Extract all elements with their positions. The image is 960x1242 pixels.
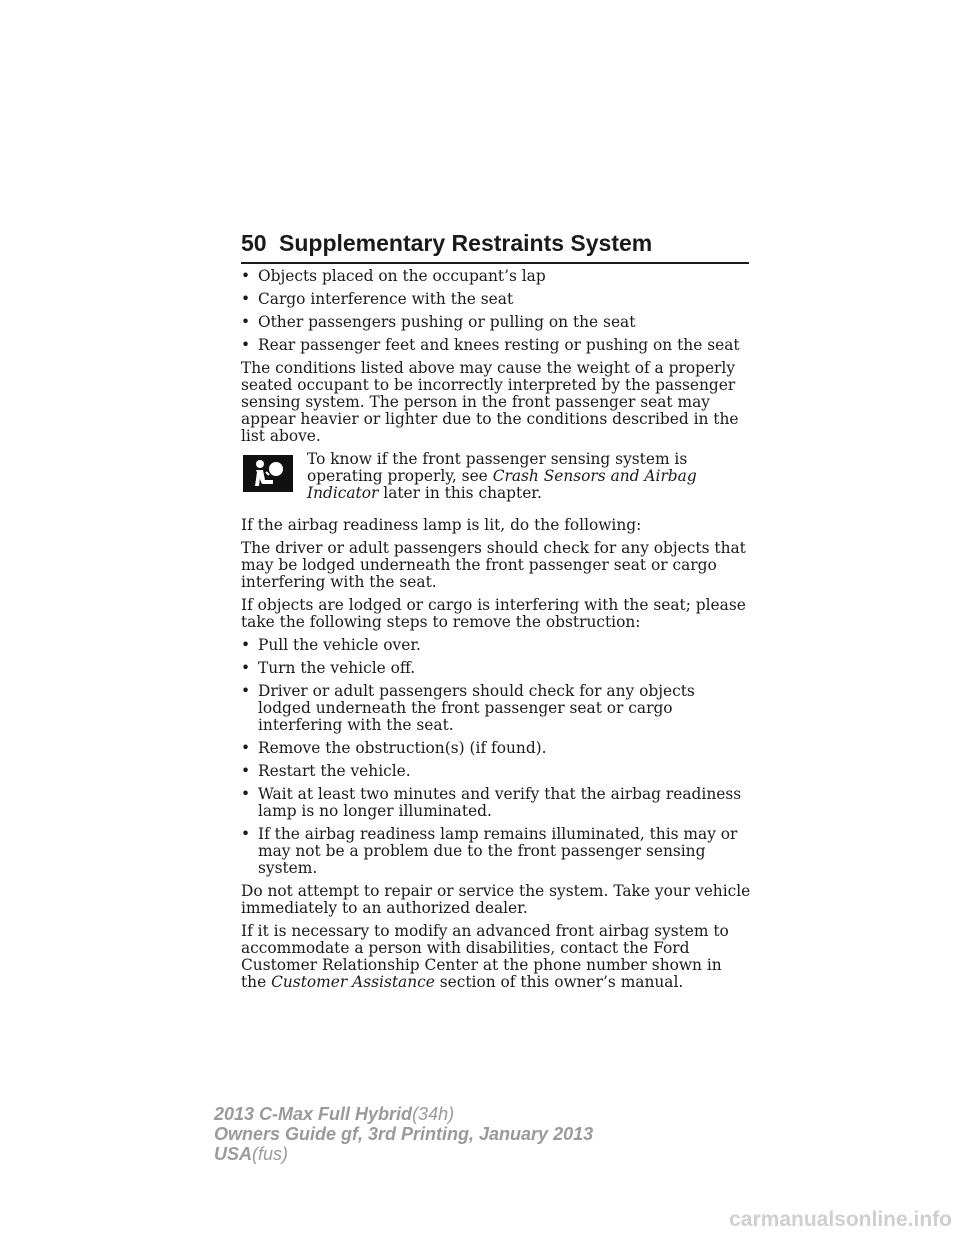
- list-item: • Wait at least two minutes and verify that the airbag readiness lamp is no longer illuminated.: [241, 786, 751, 820]
- footer-market: USA: [214, 1144, 253, 1164]
- footer-market-code: (fus): [252, 1144, 289, 1164]
- crash-sensors-link[interactable]: Crash Sensors and Airbag Indicator: [307, 467, 697, 502]
- note-text-after: later in this chapter.: [378, 484, 542, 502]
- modify-text-after: section of this owner’s manual.: [434, 973, 684, 991]
- list-item: • Other passengers pushing or pulling on the seat: [241, 314, 751, 331]
- footer-line-2: [214, 1124, 593, 1144]
- note-block: [241, 451, 751, 511]
- paragraph-lamp: If the airbag readiness lamp is lit, do the following:: [241, 516, 642, 534]
- footer-guide-info: Owners Guide gf, 3rd Printing, January 2013: [214, 1124, 594, 1144]
- airbag-indicator-icon: [243, 455, 293, 492]
- footer-line-1: [214, 1104, 593, 1124]
- condition-list: [241, 268, 751, 354]
- paragraph-conditions: The conditions listed above may cause the weight of a properly seated occupant to be incorrectly interpreted by the passenger sensing system. The person in the front passenger seat may appear heavier or lighter due to the conditions described in the list above.: [241, 359, 739, 445]
- list-item: • Turn the vehicle off.: [241, 660, 751, 677]
- paragraph-check: The driver or adult passengers should check for any objects that may be lodged underneath the front passenger seat or cargo interfering with the seat.: [241, 539, 746, 591]
- chapter-title: Supplementary Restraints System: [279, 230, 653, 256]
- list-item: • If the airbag readiness lamp remains illuminated, this may or may not be a problem due to the front passenger sensing system.: [241, 826, 751, 877]
- watermark: carmanualsonline.info: [729, 1208, 952, 1231]
- list-item: • Objects placed on the occupant’s lap: [241, 268, 751, 285]
- footer-model-code: (34h): [412, 1104, 455, 1124]
- list-item: • Rear passenger feet and knees resting or pushing on the seat: [241, 337, 751, 354]
- page-header: [241, 228, 749, 264]
- footer-model: 2013 C-Max Full Hybrid: [214, 1104, 413, 1124]
- note-text-before: To know if the front passenger sensing system is operating properly, see: [307, 450, 688, 485]
- list-item: • Pull the vehicle over.: [241, 637, 751, 654]
- footer-line-3: [214, 1144, 593, 1164]
- paragraph-repair: Do not attempt to repair or service the system. Take your vehicle immediately to an authorized dealer.: [241, 882, 751, 917]
- list-item: • Remove the obstruction(s) (if found).: [241, 740, 751, 757]
- modify-text-before: If it is necessary to modify an advanced front airbag system to accommodate a person with disabilities, contact the Ford Customer Relationship Center at the phone number shown in the: [241, 922, 729, 991]
- page-number: 50: [241, 230, 267, 256]
- paragraph-modify: [241, 923, 751, 991]
- steps-list: [241, 637, 751, 877]
- list-item: • Restart the vehicle.: [241, 763, 751, 780]
- list-item: • Cargo interference with the seat: [241, 291, 751, 308]
- list-item: • Driver or adult passengers should check for any objects lodged underneath the front passenger seat or cargo interfering with the seat.: [241, 683, 751, 734]
- page-footer: [214, 1104, 593, 1164]
- paragraph-steps: If objects are lodged or cargo is interfering with the seat; please take the following steps to remove the obstruction:: [241, 596, 746, 631]
- customer-assistance-link[interactable]: Customer Assistance: [271, 973, 435, 991]
- page-content: [241, 268, 751, 997]
- note-text: [307, 451, 751, 502]
